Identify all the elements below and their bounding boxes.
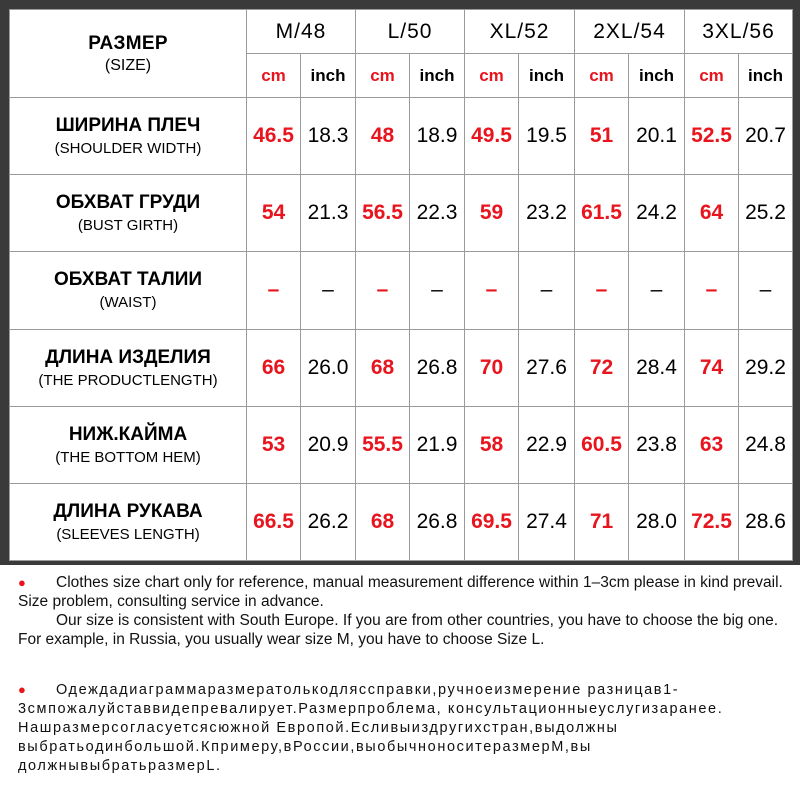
value-inch: 23.2 (519, 175, 575, 252)
value-cm: 74 (685, 329, 739, 406)
size-chart-table (9, 9, 793, 561)
measurement-label (10, 175, 247, 252)
measurement-name-ru: ДЛИНА ИЗДЕЛИЯ (45, 346, 211, 368)
value-inch: 26.8 (410, 483, 465, 560)
value-inch: 22.9 (519, 406, 575, 483)
value-cm: 51 (575, 98, 629, 175)
value-cm: 69.5 (465, 483, 519, 560)
measurement-name-en: (SLEEVES LENGTH) (56, 525, 200, 543)
value-inch: 23.8 (629, 406, 685, 483)
value-cm: – (247, 252, 301, 329)
measurement-label (10, 483, 247, 560)
table-row (10, 406, 793, 483)
notes-english (18, 573, 793, 649)
unit-inch-label: inch (410, 54, 465, 98)
unit-inch-label: inch (519, 54, 575, 98)
value-cm: 70 (465, 329, 519, 406)
bullet-icon: ● (18, 682, 28, 697)
measurement-label (10, 252, 247, 329)
value-inch: 24.2 (629, 175, 685, 252)
value-cm: 68 (356, 329, 410, 406)
value-cm: 53 (247, 406, 301, 483)
unit-cm-label: cm (685, 54, 739, 98)
value-cm: 66 (247, 329, 301, 406)
value-cm: 66.5 (247, 483, 301, 560)
value-cm: 52.5 (685, 98, 739, 175)
value-inch: 18.9 (410, 98, 465, 175)
table-row (10, 329, 793, 406)
unit-cm-label: cm (575, 54, 629, 98)
value-cm: – (356, 252, 410, 329)
table-row (10, 252, 793, 329)
measurement-label (10, 98, 247, 175)
value-inch: 28.4 (629, 329, 685, 406)
size-header-subtitle: (SIZE) (104, 56, 152, 74)
unit-inch-label: inch (739, 54, 793, 98)
size-label: M/48 (247, 10, 356, 54)
value-inch: 20.1 (629, 98, 685, 175)
value-inch: 29.2 (739, 329, 793, 406)
value-inch: 27.4 (519, 483, 575, 560)
unit-inch-label: inch (629, 54, 685, 98)
table-row (10, 175, 793, 252)
value-cm: 46.5 (247, 98, 301, 175)
unit-inch-label: inch (301, 54, 356, 98)
measurement-name-en: (BUST GIRTH) (77, 217, 179, 235)
bullet-icon: ● (18, 575, 26, 590)
measurement-name-en: (THE BOTTOM HEM) (55, 448, 201, 466)
size-label: XL/52 (465, 10, 575, 54)
size-header-cell (10, 10, 247, 98)
value-inch: 27.6 (519, 329, 575, 406)
value-cm: 56.5 (356, 175, 410, 252)
value-cm: 72.5 (685, 483, 739, 560)
measurement-name-ru: ШИРИНА ПЛЕЧ (55, 115, 201, 137)
value-inch: 26.8 (410, 329, 465, 406)
value-inch: 19.5 (519, 98, 575, 175)
value-cm: 48 (356, 98, 410, 175)
value-inch: 18.3 (301, 98, 356, 175)
value-inch: 20.9 (301, 406, 356, 483)
measurement-name-ru: ОБХВАТ ТАЛИИ (53, 269, 203, 291)
measurement-name-en: (THE PRODUCTLENGTH) (38, 371, 218, 389)
value-inch: – (739, 252, 793, 329)
measurement-name-ru: ОБХВАТ ГРУДИ (55, 192, 201, 214)
note-en-1: Clothes size chart only for reference, manual measurement difference within 1–3cm please in kind prevail. Size problem, consulting service in advance. (18, 574, 783, 610)
value-cm: – (685, 252, 739, 329)
value-inch: – (629, 252, 685, 329)
value-cm: – (465, 252, 519, 329)
value-cm: 60.5 (575, 406, 629, 483)
value-cm: 54 (247, 175, 301, 252)
table-row (10, 483, 793, 560)
unit-cm-label: cm (465, 54, 519, 98)
value-inch: 28.0 (629, 483, 685, 560)
value-inch: 26.2 (301, 483, 356, 560)
table-row (10, 98, 793, 175)
value-inch: 26.0 (301, 329, 356, 406)
value-cm: 64 (685, 175, 739, 252)
value-inch: 21.3 (301, 175, 356, 252)
measurement-label (10, 329, 247, 406)
note-ru-2: Нашразмерсогласуетсясюжной Европой.Есливыиздругихстран,выдолжны выбратьодинбольшой.Кпримеру,вРоссии,выобычноноситеразмерM,вы должнывыбратьразмерL. (18, 720, 619, 774)
value-cm: 68 (356, 483, 410, 560)
value-cm: 59 (465, 175, 519, 252)
size-label: 2XL/54 (575, 10, 685, 54)
value-inch: 21.9 (410, 406, 465, 483)
value-inch: – (410, 252, 465, 329)
measurement-name-en: (WAIST) (99, 294, 157, 312)
value-cm: 61.5 (575, 175, 629, 252)
value-cm: – (575, 252, 629, 329)
measurement-label (10, 406, 247, 483)
value-cm: 55.5 (356, 406, 410, 483)
size-header-title: РАЗМЕР (88, 32, 168, 54)
unit-cm-label: cm (247, 54, 301, 98)
value-cm: 49.5 (465, 98, 519, 175)
value-inch: 20.7 (739, 98, 793, 175)
value-cm: 63 (685, 406, 739, 483)
size-label: 3XL/56 (685, 10, 793, 54)
measurement-name-en: (SHOULDER WIDTH) (54, 140, 202, 158)
notes-russian (18, 680, 793, 776)
value-cm: 58 (465, 406, 519, 483)
measurement-name-ru: ДЛИНА РУКАВА (53, 500, 203, 522)
value-inch: 28.6 (739, 483, 793, 560)
measurement-name-ru: НИЖ.КАЙМА (68, 423, 188, 445)
value-cm: 72 (575, 329, 629, 406)
note-en-2: Our size is consistent with South Europe. If you are from other countries, you have to choose the big one. For example, in Russia, you usually wear size M, you have to choose Size L. (18, 612, 779, 648)
value-inch: 24.8 (739, 406, 793, 483)
value-cm: 71 (575, 483, 629, 560)
unit-cm-label: cm (356, 54, 410, 98)
value-inch: – (519, 252, 575, 329)
value-inch: 22.3 (410, 175, 465, 252)
value-inch: 25.2 (739, 175, 793, 252)
note-ru-1: Одеждадиаграммаразмератолькодляссправки,ручноеизмерение разницав1-3смпожалуйставвидепревалирует.Размерпроблема, консультационныеуслугизаранее. (18, 682, 724, 717)
value-inch: – (301, 252, 356, 329)
size-label: L/50 (356, 10, 465, 54)
